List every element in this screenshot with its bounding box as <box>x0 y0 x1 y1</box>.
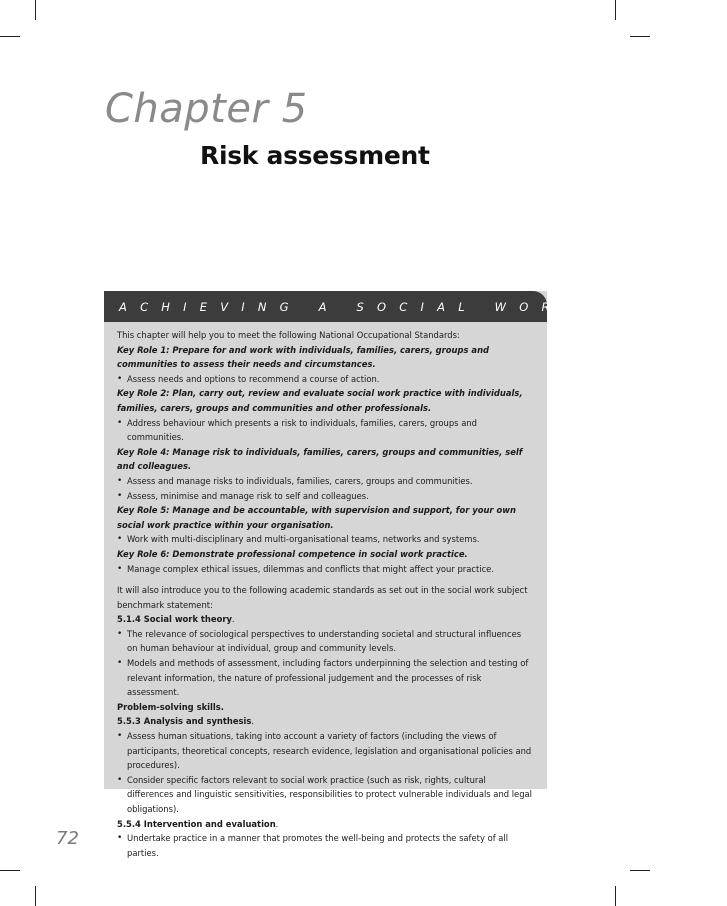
section-heading-514: 5.1.4 Social work theory. <box>117 614 235 625</box>
heading-text: 5.5.3 Analysis and synthesis <box>117 716 252 727</box>
list-item: • Address behaviour which presents a risk to individuals, families, carers, groups and communities. <box>117 416 533 445</box>
heading-text: 5.1.4 Social work theory <box>117 614 232 625</box>
crop-mark <box>615 886 616 906</box>
key-role-1: Key Role 1: Prepare for and work with individuals, families, carers, groups and communities to assess their needs and circumstances. <box>117 344 490 370</box>
problem-solving-heading: Problem-solving skills. <box>117 701 224 712</box>
list-item: • The relevance of sociological perspectives to understanding societal and structural influences on human behaviour at individual, group and community levels. <box>117 627 533 656</box>
crop-mark <box>630 870 650 871</box>
key-role-4: Key Role 4: Manage risk to individuals, families, carers, groups and communities, self and colleagues. <box>117 446 523 472</box>
crop-mark <box>630 36 650 37</box>
crop-mark <box>0 36 20 37</box>
box-header <box>104 291 727 322</box>
standards-box <box>104 291 727 858</box>
crop-mark <box>615 0 616 20</box>
list-item: • Assess needs and options to recommend a course of action. <box>117 372 533 387</box>
box-body <box>117 328 533 860</box>
list-item: • Manage complex ethical issues, dilemmas and conflicts that might affect your practice. <box>117 562 533 577</box>
chapter-title: Risk assessment <box>200 141 430 170</box>
key-role-6: Key Role 6: Demonstrate professional competence in social work practice. <box>117 548 468 559</box>
key-role-5: Key Role 5: Manage and be accountable, with supervision and support, for your own social work practice within your organisation. <box>117 505 516 530</box>
list-item: • Assess human situations, taking into account a variety of factors (including the views of participants, theoretical concepts, research evidence, legislation and organisational policies and procedures). <box>117 729 533 773</box>
crop-mark <box>35 886 36 906</box>
section-heading-554: 5.5.4 Intervention and evaluation. <box>117 818 279 829</box>
page-number: 72 <box>56 828 79 849</box>
list-item: • Consider specific factors relevant to social work practice (such as risk, rights, cultural differences and linguistic sensitivities, responsibilities to protect vulnerable individuals and legal obligations). <box>117 773 533 817</box>
chapter-label: Chapter 5 <box>105 86 308 132</box>
list-item: • Undertake practice in a manner that promotes the well-being and protects the safety of all parties. <box>117 831 533 860</box>
intro-text: This chapter will help you to meet the following National Occupational Standards: <box>117 330 460 340</box>
list-item: • Models and methods of assessment, including factors underpinning the selection and testing of relevant information, the nature of professional judgement and the processes of risk assessment. <box>117 656 533 700</box>
heading-text: 5.5.4 Intervention and evaluation <box>117 818 276 829</box>
section-heading-553: 5.5.3 Analysis and synthesis. <box>117 716 255 727</box>
box-header-text: ACHIEVING A SOCIAL WORK DEGREE <box>119 300 727 314</box>
key-role-2: Key Role 2: Plan, carry out, review and evaluate social work practice with individuals, families, carers, groups and communities and other professionals. <box>117 388 523 413</box>
list-item: • Assess, minimise and manage risk to self and colleagues. <box>117 489 533 504</box>
list-item: • Work with multi-disciplinary and multi-organisational teams, networks and systems. <box>117 532 533 547</box>
crop-mark <box>0 870 20 871</box>
crop-mark <box>35 0 36 20</box>
benchmark-intro: It will also introduce you to the following academic standards as set out in the social work subject benchmark statement: <box>117 585 528 610</box>
list-item: • Assess and manage risks to individuals, families, carers, groups and communities. <box>117 474 533 489</box>
